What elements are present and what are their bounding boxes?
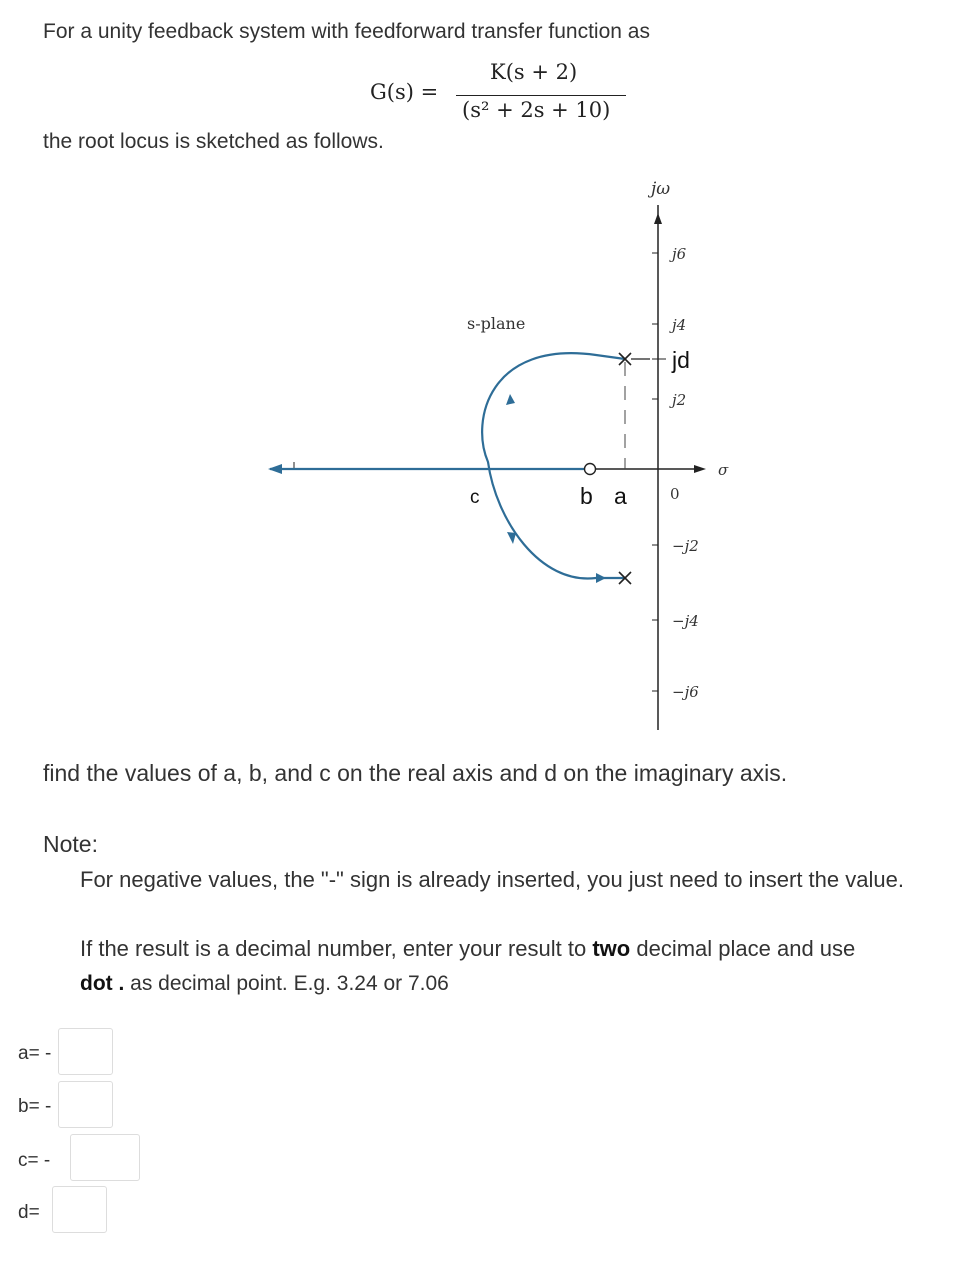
- s-plane-label: s-plane: [467, 314, 526, 333]
- point-label-a: a: [614, 483, 627, 509]
- transfer-function-denominator: (s² + 2s + 10): [462, 98, 611, 122]
- zero-marker: [585, 464, 596, 475]
- point-label-b: b: [580, 483, 593, 509]
- answer-field-b[interactable]: [58, 1081, 113, 1128]
- tick-label-neg-j2: −j2: [672, 537, 699, 555]
- locus-arrow-upper: [506, 394, 515, 405]
- answer-label-b: b= -: [18, 1096, 52, 1117]
- imaginary-axis-arrow: [654, 213, 662, 224]
- note-decimal-text-3: as decimal point. E.g. 3.24 or 7.06: [124, 972, 449, 995]
- answer-field-d[interactable]: [52, 1186, 107, 1233]
- tick-label-j2: j2: [672, 391, 687, 409]
- answer-input-d[interactable]: [53, 1187, 106, 1232]
- note-decimal-text-2: decimal place and use: [630, 936, 856, 961]
- answer-input-b[interactable]: [59, 1082, 112, 1127]
- problem-intro: For a unity feedback system with feedforward transfer function as: [43, 20, 650, 43]
- question-text: find the values of a, b, and c on the real axis and d on the imaginary axis.: [43, 760, 788, 786]
- answer-input-c[interactable]: [71, 1135, 139, 1180]
- tick-label-j4: j4: [672, 316, 687, 334]
- note-title: Note:: [43, 831, 98, 857]
- answer-label-c: c= -: [18, 1150, 51, 1171]
- note-negative-values: For negative values, the "-" sign is already inserted, you just need to insert the value.: [80, 867, 904, 892]
- real-axis-arrow: [694, 465, 706, 473]
- note-bold-two: two: [592, 936, 631, 961]
- answer-label-a: a= -: [18, 1043, 52, 1064]
- note-decimal-text-1: If the result is a decimal number, enter your result to: [80, 936, 593, 961]
- transfer-function-lhs: G(s) =: [370, 80, 439, 104]
- tick-label-neg-j6: −j6: [672, 683, 699, 701]
- locus-arrow-lower: [507, 532, 516, 544]
- imag-axis-label: jω: [651, 179, 671, 199]
- locus-arrow-left: [268, 464, 282, 474]
- locus-complex-branches: [482, 353, 625, 578]
- answer-field-a[interactable]: [58, 1028, 113, 1075]
- note-bold-dot: dot .: [80, 972, 125, 995]
- transfer-function-numerator: K(s + 2): [490, 60, 578, 84]
- tick-label-jd: jd: [672, 347, 690, 373]
- note-decimal-format: [80, 932, 925, 1001]
- real-axis-label: σ: [718, 461, 729, 479]
- answer-field-c[interactable]: [70, 1134, 140, 1181]
- answer-input-a[interactable]: [59, 1029, 112, 1074]
- locus-arrow-lower-end: [596, 573, 606, 583]
- tick-label-origin: 0: [670, 485, 680, 503]
- tick-label-j6: j6: [672, 245, 687, 263]
- answer-label-d: d=: [18, 1202, 40, 1223]
- problem-after-text: the root locus is sketched as follows.: [43, 130, 384, 153]
- point-label-c: c: [470, 487, 480, 508]
- tick-label-neg-j4: −j4: [672, 612, 699, 630]
